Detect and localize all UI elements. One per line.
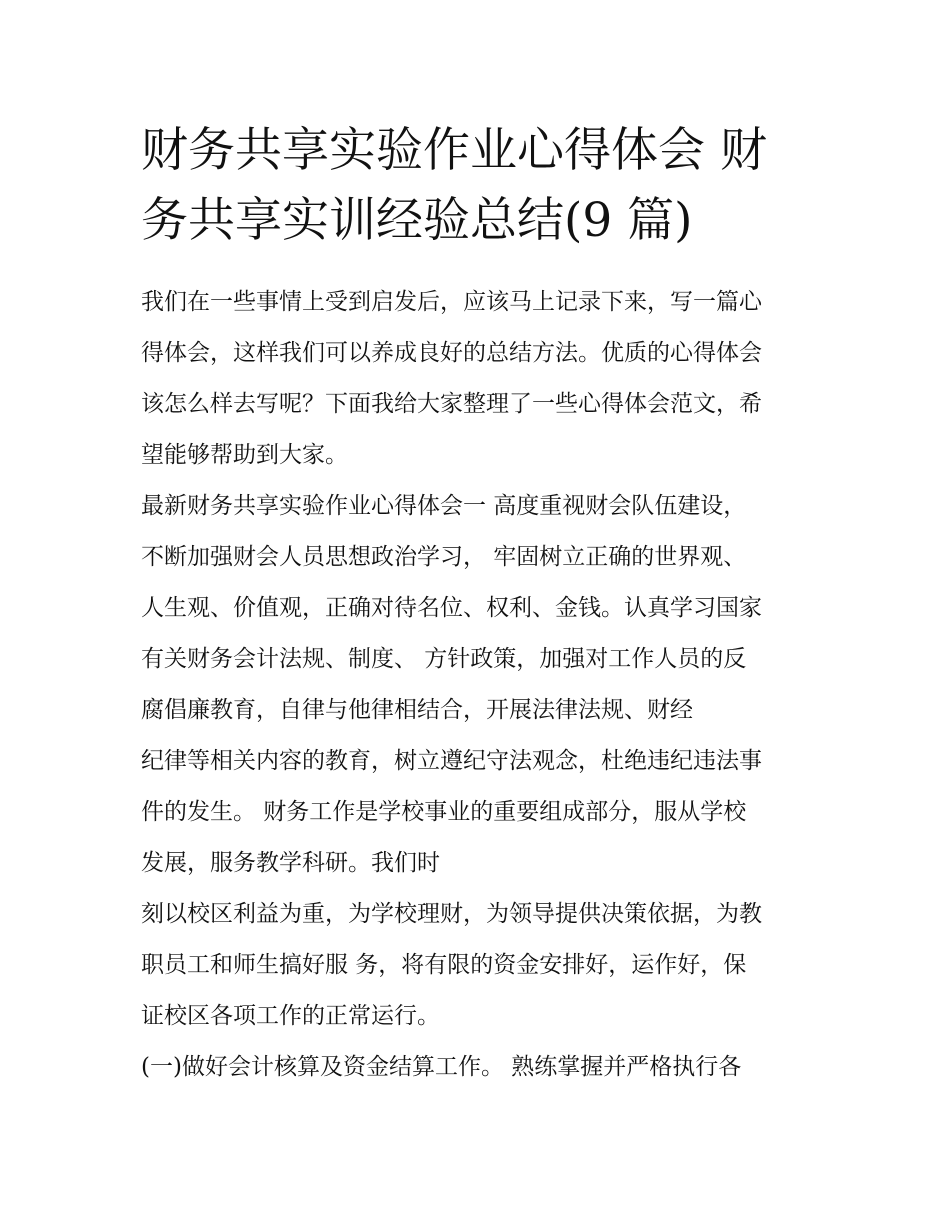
body-line: 职员工和师生搞好服 务，将有限的资金安排好，运作好，保 bbox=[141, 952, 747, 978]
document-title bbox=[141, 116, 821, 256]
body-line: 该怎么样去写呢？下面我给大家整理了一些心得体会范文，希 bbox=[141, 391, 762, 417]
body-line: 刻以校区利益为重，为学校理财，为领导提供决策依据，为教 bbox=[141, 901, 762, 927]
body-line: 得体会，这样我们可以养成良好的总结方法。优质的心得体会 bbox=[141, 340, 762, 366]
body-line: 最新财务共享实验作业心得体会一 高度重视财会队伍建设， bbox=[141, 493, 747, 519]
body-line: 纪律等相关内容的教育，树立遵纪守法观念，杜绝违纪违法事 bbox=[141, 748, 762, 774]
body-line: 我们在一些事情上受到启发后，应该马上记录下来，写一篇心 bbox=[141, 289, 762, 315]
body-line: 有关财务会计法规、制度、 方针政策，加强对工作人员的反 bbox=[141, 646, 747, 672]
title-line: 务共享实训经验总结(9 篇) bbox=[141, 193, 693, 248]
body-line: 望能够帮助到大家。 bbox=[141, 442, 348, 468]
body-line: 发展，服务教学科研。我们时 bbox=[141, 850, 440, 876]
document-body bbox=[141, 280, 831, 1096]
title-line: 财务共享实验作业心得体会 财 bbox=[141, 123, 767, 178]
body-line: 人生观、价值观，正确对待名位、权利、金钱。认真学习国家 bbox=[141, 595, 762, 621]
body-line: 证校区各项工作的正常运行。 bbox=[141, 1003, 440, 1029]
body-line: 件的发生。 财务工作是学校事业的重要组成部分，服从学校 bbox=[141, 799, 747, 825]
body-line: 不断加强财会人员思想政治学习， 牢固树立正确的世界观、 bbox=[141, 544, 747, 570]
body-line: 腐倡廉教育，自律与他律相结合，开展法律法规、财经 bbox=[141, 697, 693, 723]
body-line: (一)做好会计核算及资金结算工作。 熟练掌握并严格执行各 bbox=[141, 1054, 742, 1080]
